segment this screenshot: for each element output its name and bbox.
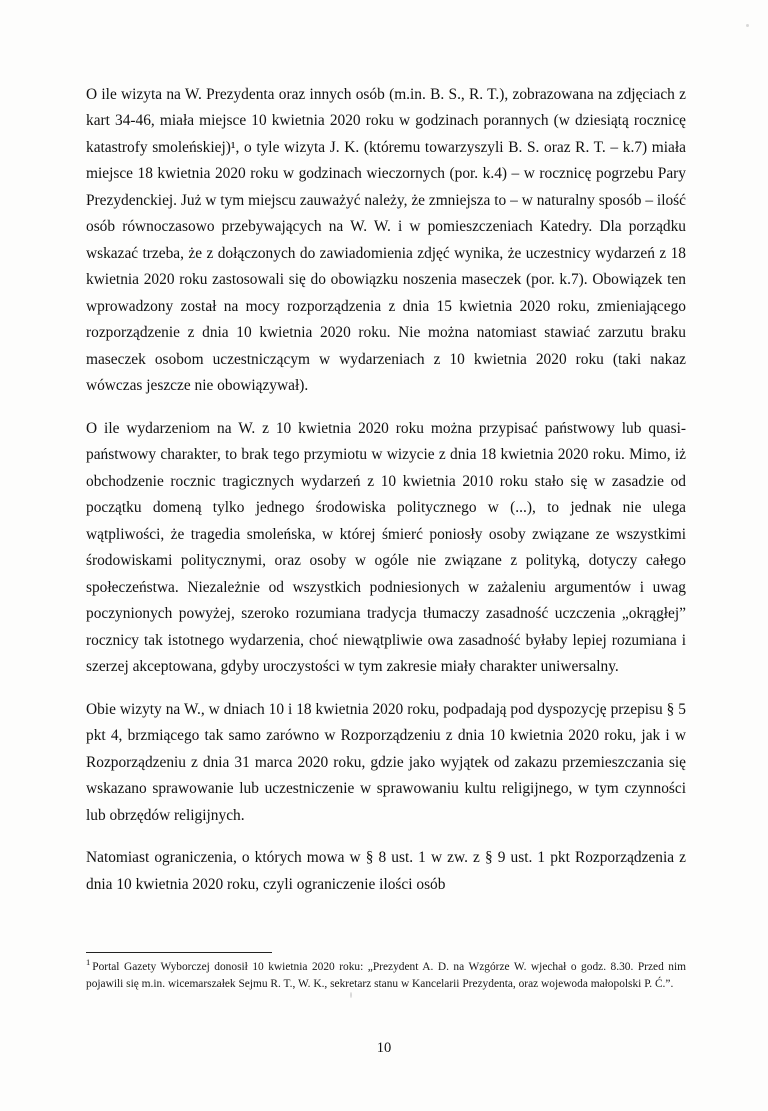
footnote-text: Portal Gazety Wyborczej donosił 10 kwietnia 2020 roku: „Prezydent A. D. na Wzgórze W. wjechał o godz. 8.30. Przed nim pojawili się m.in. wicemarszałek Sejmu R. T., W. K., sekretarz stanu w Kancelarii Prezydenta, oraz wojewoda małopolski P. Ć.”. [86, 961, 686, 990]
footnote-separator [86, 952, 272, 953]
footnote-body [86, 959, 686, 992]
paragraph-4: Natomiast ograniczenia, o których mowa w § 8 ust. 1 w zw. z § 9 ust. 1 pkt Rozporządzenia z dnia 10 kwietnia 2020 roku, czyli ograniczenie ilości osób [86, 849, 686, 893]
scan-speck [350, 992, 352, 998]
page-number: 10 [376, 1040, 392, 1056]
paragraph-3: Obie wizyty na W., w dniach 10 i 18 kwietnia 2020 roku, podpadają pod dyspozycję przepisu § 5 pkt 4, brzmiącego tak samo zarówno w Rozporządzeniu z dnia 10 kwietnia 2020 roku, jak i w Rozporządzeniu z dnia 31 marca 2020 roku, gdzie jako wyjątek od zakazu przemieszczania się wskazano sprawowanie lub uczestniczenie w sprawowaniu kultu religijnego, w tym czynności lub obrzędów religijnych. [86, 700, 686, 824]
paragraph-1: O ile wizyta na W. Prezydenta oraz innych osób (m.in. B. S., R. T.), zobrazowana na zdjęciach z kart 34-46, miała miejsce 10 kwietnia 2020 roku w godzinach porannych (w dziesiątą rocznicę katastrofy smoleńskiej)¹, o tyle wizyta J. K. (któremu towarzyszyli B. S. oraz R. T. – k.7) miała miejsce 18 kwietnia 2020 roku w godzinach wieczornych (por. k.4) – w rocznicę pogrzebu Pary Prezydenckiej. Już w tym miejscu zauważyć należy, że zmniejsza to – w naturalny sposób – ilość osób równoczasowo przebywających na W. W. i w pomieszczeniach Katedry. Dla porządku wskazać trzeba, że z dołączonych do zawiadomienia zdjęć wynika, że uczestnicy wydarzeń z 18 kwietnia 2020 roku zastosowali się do obowiązku noszenia maseczek (por. k.7). Obowiązek ten wprowadzony został na mocy rozporządzenia z dnia 15 kwietnia 2020 roku, zmieniającego rozporządzenie z dnia 10 kwietnia 2020 roku. Nie można natomiast stawiać zarzutu braku maseczek osobom uczestniczącym w wydarzeniach z 10 kwietnia 2020 roku (taki nakaz wówczas jeszcze nie obowiązywał). [86, 86, 686, 395]
footnote-section [86, 952, 686, 992]
body-text [86, 82, 686, 898]
paragraph-2: O ile wydarzeniom na W. z 10 kwietnia 2020 roku można przypisać państwowy lub quasi-państwowy charakter, to brak tego przymiotu w wizycie z dnia 18 kwietnia 2020 roku. Mimo, iż obchodzenie rocznic tragicznych wydarzeń z 10 kwietnia 2010 roku stało się w zasadzie od początku domeną tylko jednego środowiska politycznego w (...), to jednak nie ulega wątpliwości, że tragedia smoleńska, w której śmierć poniosły osoby związane ze wszystkimi środowiskami politycznymi, oraz osoby w ogóle nie związane z polityką, dotyczy całego społeczeństwa. Niezależnie od wszystkich podniesionych w zażaleniu argumentów i uwag poczynionych powyżej, szeroko rozumiana tradycja tłumaczy zasadność uczczenia „okrągłej” rocznicy tak istotnego wydarzenia, choć niewątpliwie owa zasadność byłaby lepiej rozumiana i szerzej akceptowana, gdyby uroczystości w tym zakresie miały charakter uniwersalny. [86, 419, 686, 676]
scan-speck [746, 24, 749, 27]
footnote-marker: 1 [86, 957, 91, 968]
